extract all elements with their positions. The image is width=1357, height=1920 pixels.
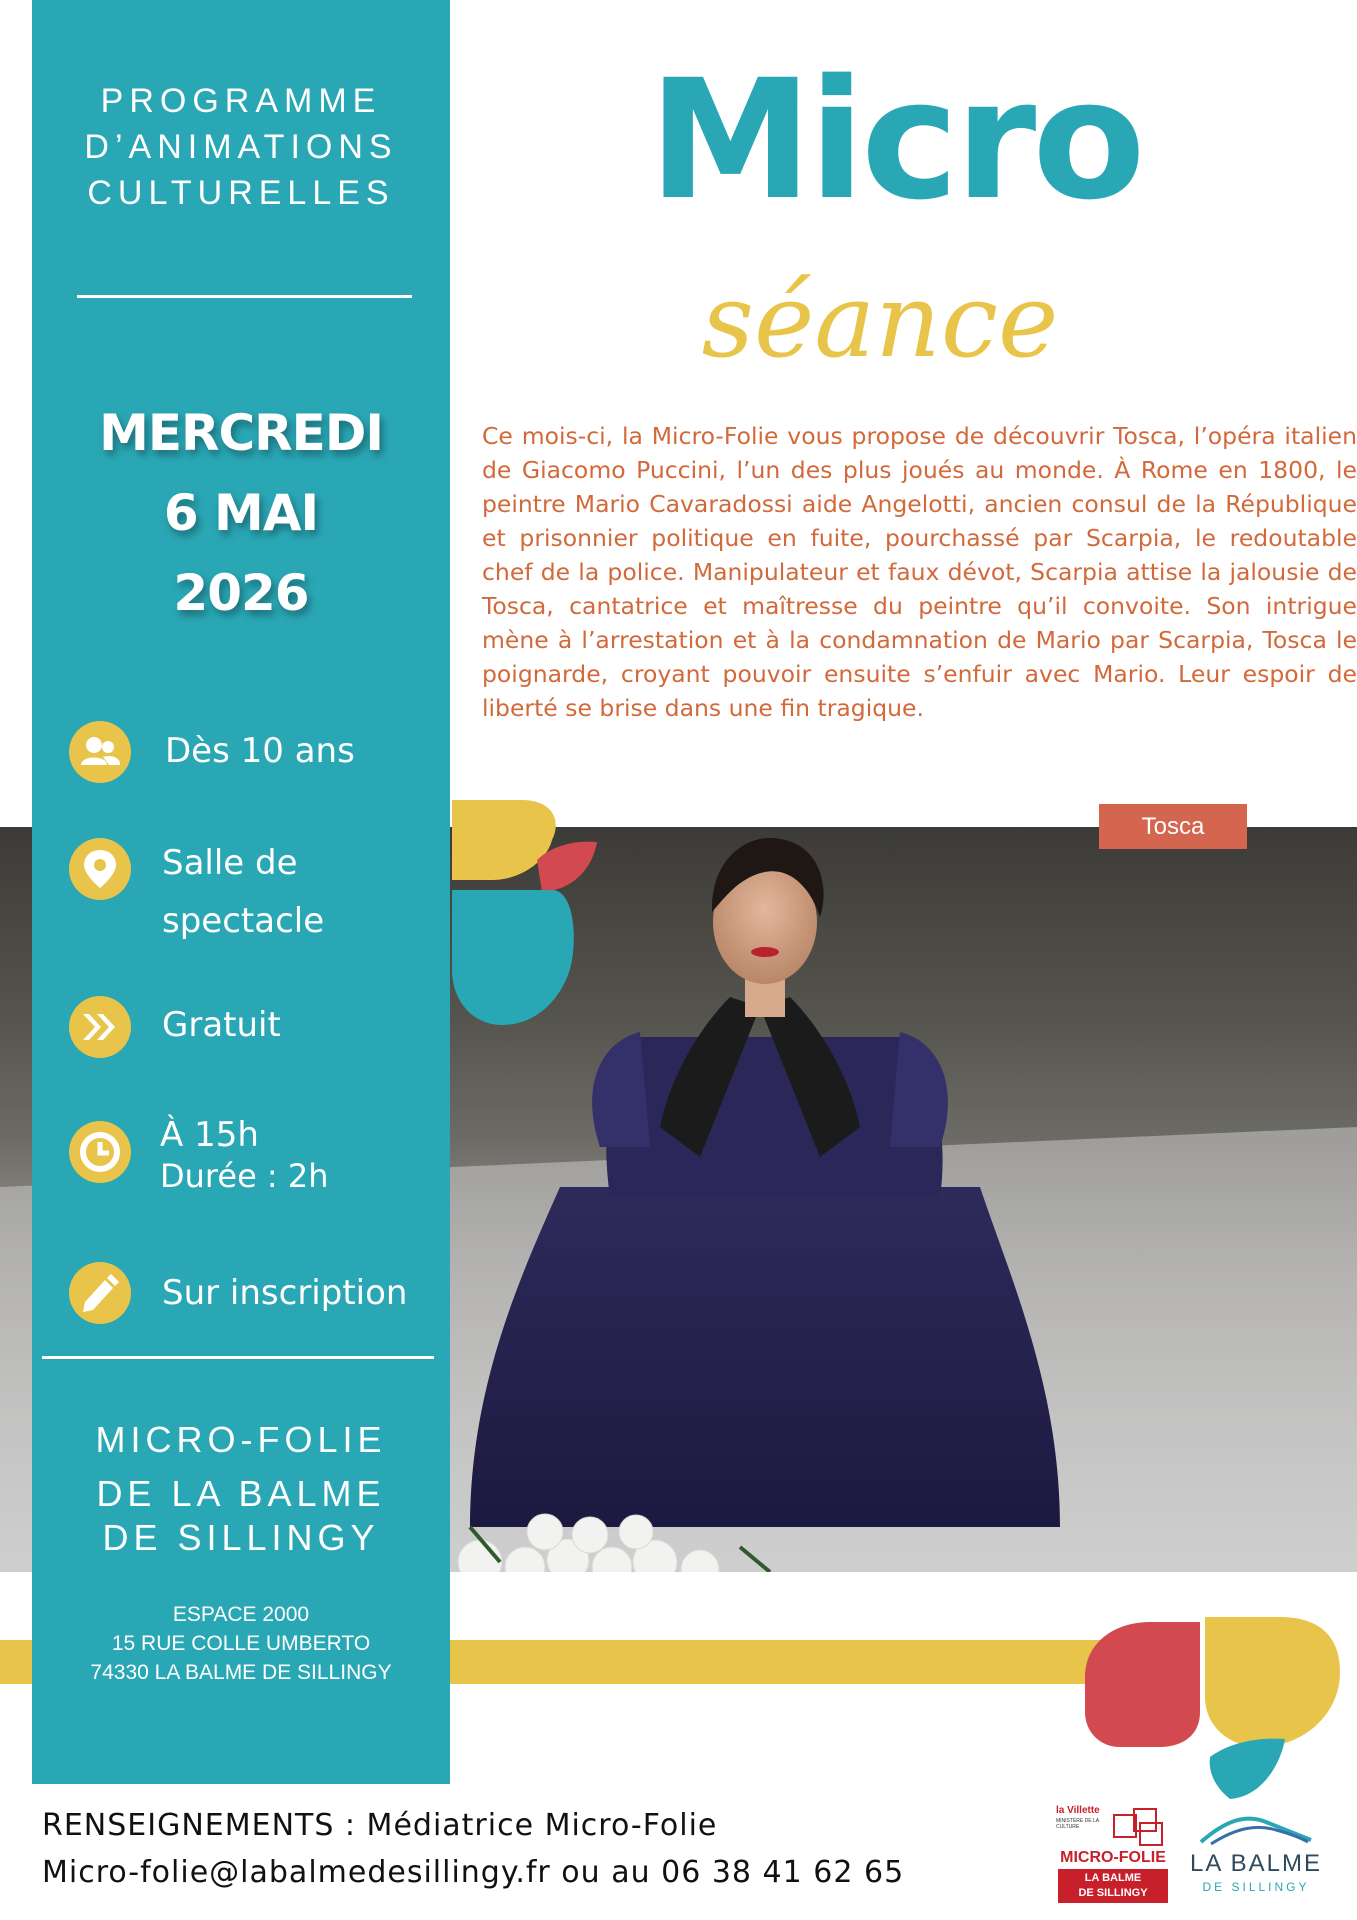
venue-line-3: DE SILLINGY — [102, 1517, 380, 1558]
photo-caption: Tosca — [1099, 804, 1247, 849]
la-balme-name: LA BALME — [1189, 1850, 1323, 1877]
mf-logo-place-2: DE SILLINGY — [1078, 1887, 1148, 1899]
la-balme-logo — [1186, 1810, 1326, 1905]
mf-logo-villette: la Villette — [1056, 1805, 1100, 1816]
programme-line-2: D’ANIMATIONS — [84, 128, 398, 166]
title-micro: Micro — [648, 44, 1142, 236]
divider-bottom — [42, 1356, 434, 1359]
decorative-petals-top — [452, 790, 602, 1030]
venue-line-2: DE LA BALME — [96, 1473, 386, 1514]
double-chevron-icon — [69, 996, 131, 1058]
decorative-petals-bottom — [1080, 1617, 1340, 1802]
clock-icon — [69, 1121, 131, 1183]
footer-contact-line: RENSEIGNEMENTS : Médiatrice Micro-Folie — [42, 1808, 718, 1843]
mf-logo-name: MICRO-FOLIE — [1060, 1849, 1166, 1866]
la-balme-sub: DE SILLINGY — [1202, 1880, 1310, 1894]
la-balme-mountain-icon — [1196, 1810, 1316, 1850]
address-line-2: 15 RUE COLLE UMBERTO — [111, 1632, 371, 1655]
mf-logo-place-box — [1058, 1869, 1168, 1903]
pencil-icon — [69, 1262, 131, 1324]
mf-logo-ministry: MINISTÈRE DE LA CULTURE — [1056, 1818, 1099, 1830]
divider-top — [77, 295, 412, 298]
mf-logo-cubes-icon — [1110, 1805, 1170, 1847]
programme-line-3: CULTURELLES — [87, 174, 395, 212]
venue-line-1: MICRO-FOLIE — [95, 1419, 387, 1460]
age-text: Dès 10 ans — [165, 731, 355, 771]
registration-text: Sur inscription — [162, 1273, 408, 1313]
micro-folie-logo — [1050, 1805, 1176, 1905]
sidebar-panel — [32, 0, 450, 1784]
programme-line-1: PROGRAMME — [100, 82, 382, 120]
date-weekday: MERCREDI — [99, 404, 383, 462]
address-line-3: 74330 LA BALME DE SILLINGY — [90, 1661, 392, 1684]
place-line-1: Salle de — [162, 843, 298, 883]
address-line-1: ESPACE 2000 — [172, 1603, 310, 1626]
event-description: Ce mois-ci, la Micro-Folie vous propose de découvrir Tosca, l’opéra italien de Giacomo Puccini, l’un des plus joués au monde. À Rome en 1800, le peintre Mario Cavaradossi aide Angelotti, ancien consul de la République et prisonnier politique en fuite, pourchassé par Scarpia, le redoutable chef de la police. Manipulateur et faux dévot, Scarpia attise la jalousie de Tosca, cantatrice et maîtresse du peintre qu’il convoite. Son intrigue mène à l’arrestation et à la condamnation de Mario par Scarpia, Tosca le poignarde, croyant pouvoir ensuite s’enfuir avec Mario. Leur espoir de liberté se brise dans une fin tragique. — [482, 422, 1357, 722]
duration-text: Durée : 2h — [160, 1157, 329, 1195]
date-year: 2026 — [173, 564, 309, 622]
mf-logo-place-1: LA BALME — [1084, 1872, 1142, 1884]
time-text: À 15h — [160, 1115, 259, 1155]
price-text: Gratuit — [162, 1005, 281, 1045]
date-day-month: 6 MAI — [163, 484, 319, 542]
people-icon — [69, 721, 131, 783]
title-seance: séance — [701, 262, 1059, 381]
place-line-2: spectacle — [162, 901, 325, 941]
location-pin-icon — [69, 838, 131, 900]
footer-email-phone[interactable]: Micro-folie@labalmedesillingy.fr ou au 06 38 41 62 65 — [42, 1855, 905, 1890]
